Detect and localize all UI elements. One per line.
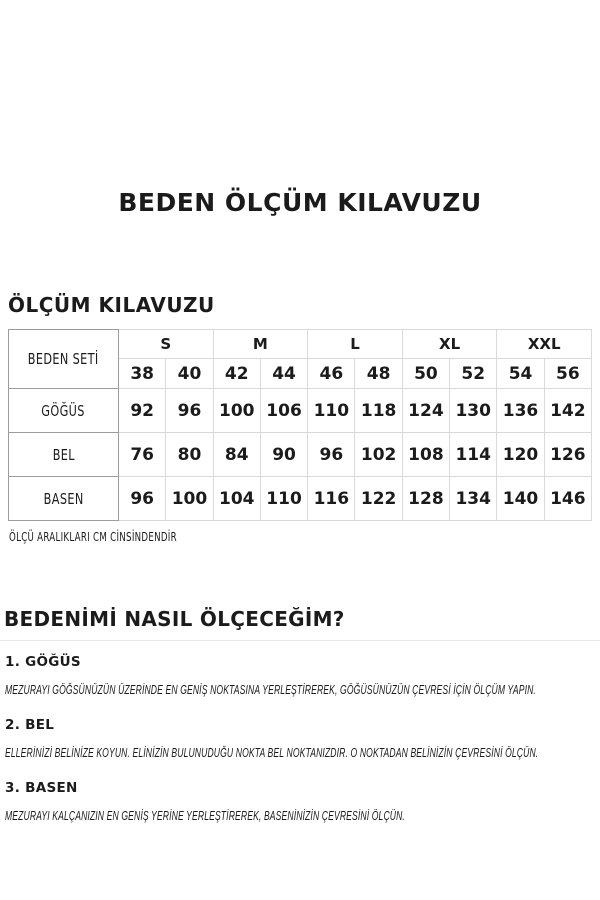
howto-item-text: MEZURAYI KALÇANIZIN EN GENİŞ YERİNE YERLEŞTİREREK, BASENİNİZİN ÇEVRESİNİ ÖLÇÜN. [5, 808, 405, 823]
units-footnote-text: ÖLÇÜ ARALIKLARI CM CİNSİNDENDİR [9, 530, 177, 544]
measure-value: 92 [119, 389, 166, 433]
units-footnote [9, 530, 600, 544]
measure-value: 120 [497, 433, 544, 477]
howto-item-heading: 3. BASEN [5, 780, 78, 796]
measure-value: 116 [308, 477, 355, 521]
howto-item [5, 780, 600, 823]
measure-value: 124 [402, 389, 449, 433]
measure-value: 96 [308, 433, 355, 477]
measure-value: 100 [213, 389, 260, 433]
size-number: 42 [213, 359, 260, 389]
size-group-label: XL [402, 330, 497, 359]
size-group-label: XXL [497, 330, 592, 359]
measure-value: 128 [402, 477, 449, 521]
measure-row-label: BASEN [9, 477, 119, 521]
size-chart-table [8, 329, 592, 521]
howto-item-heading: 2. BEL [5, 717, 55, 733]
measure-value: 100 [166, 477, 213, 521]
measure-value: 130 [450, 389, 497, 433]
measure-value: 140 [497, 477, 544, 521]
measure-value: 108 [402, 433, 449, 477]
measure-value: 142 [544, 389, 591, 433]
measure-value: 96 [166, 389, 213, 433]
size-group-label: M [213, 330, 308, 359]
measurement-guide-section-title: ÖLÇÜM KILAVUZU [8, 293, 215, 317]
size-number: 38 [119, 359, 166, 389]
how-to-measure-list [5, 654, 600, 823]
size-number: 46 [308, 359, 355, 389]
section-divider [0, 640, 600, 641]
measure-value: 90 [260, 433, 307, 477]
page-title: BEDEN ÖLÇÜM KILAVUZU [118, 188, 482, 217]
measure-value: 110 [308, 389, 355, 433]
measure-value: 76 [119, 433, 166, 477]
measure-value: 80 [166, 433, 213, 477]
size-number: 40 [166, 359, 213, 389]
measure-value: 104 [213, 477, 260, 521]
howto-item-heading: 1. GÖĞÜS [5, 654, 81, 670]
size-number: 52 [450, 359, 497, 389]
measure-value: 102 [355, 433, 402, 477]
howto-item [5, 717, 600, 760]
howto-item [5, 654, 600, 697]
measure-row-label: BEL [9, 433, 119, 477]
size-number: 54 [497, 359, 544, 389]
measure-value: 134 [450, 477, 497, 521]
measure-value: 136 [497, 389, 544, 433]
measure-value: 96 [119, 477, 166, 521]
size-group-label: L [308, 330, 403, 359]
measure-value: 114 [450, 433, 497, 477]
measure-row-label: GÖĞÜS [9, 389, 119, 433]
how-to-measure-title: BEDENİMİ NASIL ÖLÇECEĞİM? [4, 607, 345, 631]
size-number: 44 [260, 359, 307, 389]
measure-value: 146 [544, 477, 591, 521]
measure-value: 84 [213, 433, 260, 477]
size-number: 56 [544, 359, 591, 389]
howto-item-text: MEZURAYI GÖĞSÜNÜZÜN ÜZERİNDE EN GENİŞ NOKTASINA YERLEŞTİREREK, GÖĞÜSÜNÜZÜN ÇEVRESİ İÇİN ÖLÇÜM YAPIN. [5, 682, 536, 697]
measure-value: 122 [355, 477, 402, 521]
measure-value: 126 [544, 433, 591, 477]
measure-value: 118 [355, 389, 402, 433]
measure-value: 106 [260, 389, 307, 433]
measure-value: 110 [260, 477, 307, 521]
howto-item-text: ELLERİNİZİ BELİNİZE KOYUN. ELİNİZİN BULUNUDUĞU NOKTA BEL NOKTANIZDIR. O NOKTADAN BELİNİZİN ÇEVRESİNİ ÖLÇÜN. [5, 745, 539, 760]
size-number: 50 [402, 359, 449, 389]
size-set-header: BEDEN SETİ [9, 330, 119, 389]
size-group-label: S [119, 330, 214, 359]
size-number: 48 [355, 359, 402, 389]
